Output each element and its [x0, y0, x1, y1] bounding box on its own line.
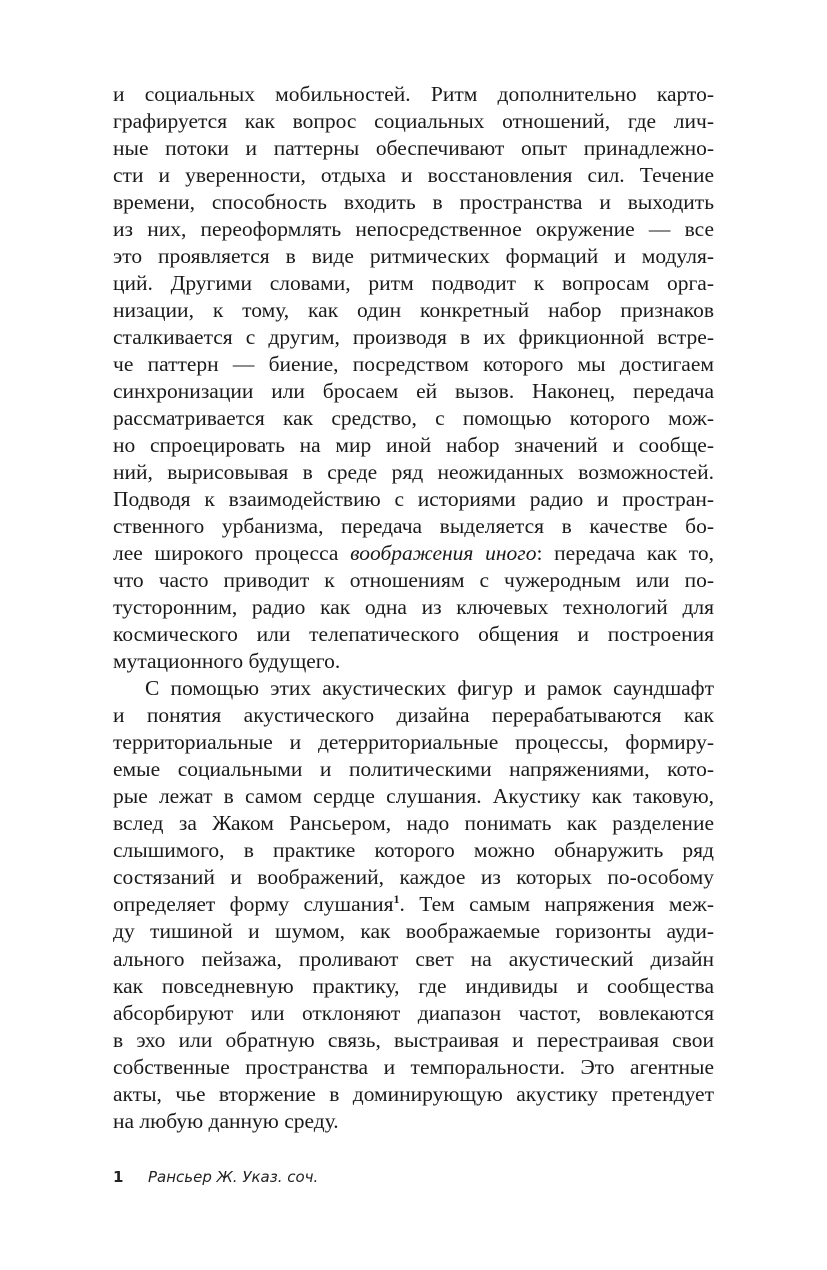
text-line: [113, 567, 714, 594]
text-line: [113, 189, 714, 216]
text-line: [113, 891, 714, 918]
text-segment: и понятия акустического дизайна перерабатываются как: [113, 703, 714, 728]
text-line: [113, 486, 714, 513]
text-line: [113, 1027, 714, 1054]
text-segment: ственного урбанизма, передача выделяется в качестве бо-: [113, 514, 714, 539]
text-line: [113, 1000, 714, 1027]
text-segment: и социальных мобильностей. Ритм дополнительно карто-: [113, 82, 714, 106]
text-line: [113, 783, 714, 810]
text-line: [113, 756, 714, 783]
text-segment: в эхо или обратную связь, выстраивая и перестраивая свои: [113, 1027, 714, 1052]
text-segment: территориальные и детерриториальные процессы, формиру-: [113, 730, 714, 755]
text-line: [113, 351, 714, 378]
text-line: [113, 864, 714, 891]
text-segment: . Тем самым напряжения меж-: [399, 892, 714, 917]
text-line: [113, 810, 714, 837]
text-line: [113, 459, 714, 486]
text-segment: низации, к тому, как один конкретный набор признаков: [113, 298, 714, 323]
text-segment: состязаний и воображений, каждое из которых по-особому: [113, 865, 714, 890]
text-segment: графируется как вопрос социальных отношений, где лич-: [113, 109, 714, 134]
text-line: [113, 270, 714, 297]
text-segment: как повседневную практику, где индивиды и сообщества: [113, 973, 714, 998]
text-line: [113, 378, 714, 405]
text-segment: из них, переоформлять непосредственное окружение — все: [113, 217, 714, 242]
text-segment: сталкивается с другим, производя в их фрикционной встре-: [113, 325, 714, 350]
text-segment: тусторонним, радио как одна из ключевых технологий для: [113, 595, 714, 620]
text-segment: рые лежат в самом сердце слушания. Акустику как таковую,: [113, 784, 714, 809]
text-segment: что часто приводит к отношениям с чужеродным или по-: [113, 568, 714, 593]
text-segment: сти и уверенности, отдыха и восстановления сил. Течение: [113, 163, 714, 188]
text-line: [113, 81, 714, 108]
text-line: [113, 918, 714, 945]
text-segment: но спроецировать на мир иной набор значений и сообще-: [113, 433, 714, 458]
text-line: [113, 702, 714, 729]
emphasis-text: воображения иного: [350, 541, 537, 566]
text-line: [113, 946, 714, 973]
text-line: [113, 162, 714, 189]
text-line: [113, 108, 714, 135]
text-line: [113, 594, 714, 621]
footnote-reference: 1: [393, 892, 400, 907]
text-segment: на любую данную среду.: [113, 1108, 339, 1133]
text-segment: : передача как то,: [536, 541, 714, 566]
text-line: [113, 135, 714, 162]
text-segment: емые социальными и политическими напряжениями, кото-: [113, 757, 714, 782]
text-line: [113, 216, 714, 243]
footnote-text: Рансьер Ж. Указ. соч.: [148, 1168, 319, 1186]
text-segment: че паттерн — биение, посредством которого мы достигаем: [113, 352, 714, 377]
text-segment: ные потоки и паттерны обеспечивают опыт принадлежно-: [113, 136, 714, 161]
text-segment: это проявляется в виде ритмических формаций и модуля-: [113, 244, 714, 269]
text-line: [113, 432, 714, 459]
text-line: [113, 324, 714, 351]
text-segment: вслед за Жаком Рансьером, надо понимать как разделение: [113, 811, 714, 836]
text-line: [113, 1054, 714, 1081]
text-segment: абсорбируют или отклоняют диапазон частот, вовлекаются: [113, 1000, 714, 1025]
text-line: [113, 648, 714, 675]
text-line: [113, 297, 714, 324]
footnote-number: 1: [113, 1168, 124, 1186]
text-segment: лее широкого процесса: [113, 541, 351, 566]
text-segment: ний, вырисовывая в среде ряд неожиданных возможностей.: [113, 460, 714, 485]
text-segment: С помощью этих акустических фигур и рамок саундшафт: [145, 676, 714, 701]
text-line: [113, 405, 714, 432]
text-line: [113, 513, 714, 540]
text-segment: времени, способность входить в пространства и выходить: [113, 190, 714, 215]
text-line: [113, 540, 714, 567]
text-segment: мутационного будущего.: [113, 649, 341, 674]
text-segment: ального пейзажа, проливают свет на акустический дизайн: [113, 946, 714, 971]
text-segment: ду тишиной и шумом, как воображаемые горизонты ауди-: [113, 919, 714, 944]
text-segment: Подводя к взаимодействию с историями радио и простран-: [113, 487, 714, 512]
text-line: [113, 973, 714, 1000]
text-line: [113, 675, 714, 702]
footnote: [113, 1168, 318, 1186]
body-text: [113, 81, 714, 1135]
text-segment: акты, чье вторжение в доминирующую акустику претендует: [113, 1081, 714, 1106]
text-segment: ций. Другими словами, ритм подводит к вопросам орга-: [113, 271, 714, 296]
text-line: [113, 837, 714, 864]
text-line: [113, 621, 714, 648]
text-line: [113, 729, 714, 756]
text-segment: синхронизации или бросаем ей вызов. Наконец, передача: [113, 379, 714, 404]
text-line: [113, 243, 714, 270]
text-segment: космического или телепатического общения и построения: [113, 622, 714, 647]
text-segment: определяет форму слушания: [113, 892, 394, 917]
text-line: [113, 1081, 714, 1108]
text-segment: собственные пространства и темпоральности. Это агентные: [113, 1054, 714, 1079]
text-line: [113, 1108, 714, 1135]
text-segment: рассматривается как средство, с помощью которого мож-: [113, 406, 714, 431]
text-segment: слышимого, в практике которого можно обнаружить ряд: [113, 838, 714, 863]
